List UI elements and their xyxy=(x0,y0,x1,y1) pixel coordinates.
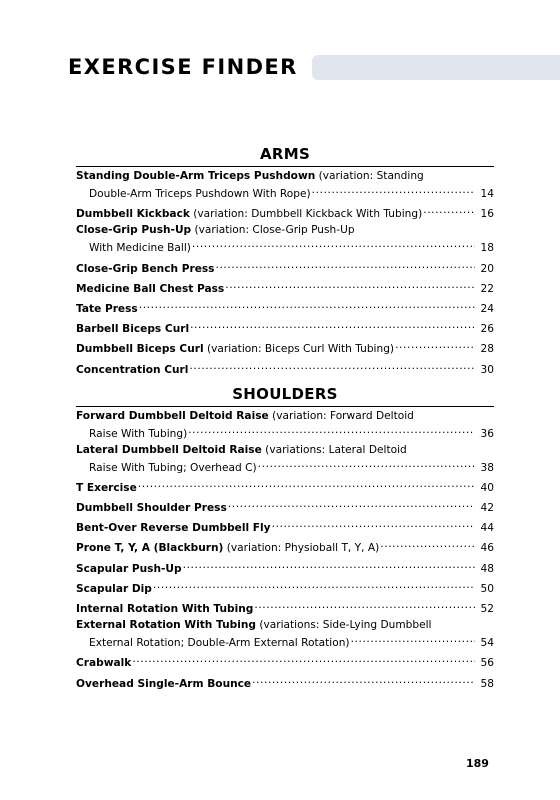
toc-entry[interactable] xyxy=(76,652,494,670)
entry-label xyxy=(76,618,432,632)
exercise-name: Crabwalk xyxy=(76,657,132,670)
entry-label xyxy=(76,342,394,356)
page-ref: 58 xyxy=(480,677,494,690)
exercise-name: Close-Grip Push-Up xyxy=(76,224,192,237)
exercise-variation: (variation: Biceps Curl With Tubing) xyxy=(203,343,395,356)
toc-entry[interactable] xyxy=(76,537,494,555)
toc-entry[interactable] xyxy=(76,477,494,495)
dot-leader xyxy=(351,632,475,646)
toc-entry[interactable] xyxy=(76,618,494,650)
toc-entry[interactable] xyxy=(76,169,494,201)
toc-entry-line xyxy=(76,443,494,457)
toc-entry-line xyxy=(76,618,494,632)
dot-leader xyxy=(183,558,475,572)
exercise-name: Scapular Dip xyxy=(76,582,152,595)
exercise-name: Close-Grip Bench Press xyxy=(76,262,215,275)
section-title: ARMS xyxy=(259,145,311,163)
toc-entry-line xyxy=(76,338,494,356)
toc-entry[interactable] xyxy=(76,318,494,336)
toc-entry-line xyxy=(76,203,494,221)
toc-entry-line xyxy=(76,598,494,616)
page-ref: 20 xyxy=(480,262,494,275)
toc-entry-continuation xyxy=(76,457,494,475)
page-ref: 36 xyxy=(480,427,494,440)
toc-entry[interactable] xyxy=(76,497,494,515)
toc-entry-line xyxy=(76,169,494,183)
page-title: EXERCISE FINDER xyxy=(68,55,304,80)
toc-entry-line xyxy=(76,537,494,555)
toc-entry-line xyxy=(76,578,494,596)
header-band xyxy=(312,55,560,80)
toc-entry-continuation xyxy=(76,237,494,255)
toc-entry-continuation xyxy=(76,632,494,650)
dot-leader xyxy=(138,477,475,491)
entry-label xyxy=(76,207,422,221)
table-of-contents xyxy=(76,145,494,693)
dot-leader xyxy=(153,578,475,592)
entry-label xyxy=(76,262,215,276)
entry-label xyxy=(76,677,251,691)
entry-label xyxy=(76,582,152,596)
toc-entry-continuation xyxy=(76,183,494,201)
toc-entry-line xyxy=(76,517,494,535)
page-ref: 16 xyxy=(480,208,494,221)
entry-label xyxy=(76,562,182,576)
page-ref: 38 xyxy=(480,461,494,474)
exercise-name: Standing Double-Arm Triceps Pushdown xyxy=(76,170,316,182)
exercise-variation: (variation: Close-Grip Push-Up xyxy=(191,224,355,237)
exercise-name: Bent-Over Reverse Dumbbell Fly xyxy=(76,522,271,535)
toc-entry-line xyxy=(76,652,494,670)
dot-leader xyxy=(380,537,475,551)
exercise-name: Medicine Ball Chest Pass xyxy=(76,282,225,295)
dot-leader xyxy=(189,359,475,373)
section-arms xyxy=(76,145,494,377)
page-ref: 30 xyxy=(480,363,494,376)
entry-label xyxy=(76,541,379,555)
toc-entry[interactable] xyxy=(76,517,494,535)
dot-leader xyxy=(258,457,475,471)
exercise-variation: (variations: Side-Lying Dumbbell xyxy=(255,619,432,632)
section-shoulders xyxy=(76,385,494,691)
toc-entry[interactable] xyxy=(76,558,494,576)
dot-leader xyxy=(139,298,475,312)
entry-label xyxy=(76,409,414,423)
dot-leader xyxy=(188,423,475,437)
exercise-variation: Raise With Tubing; Overhead C) xyxy=(89,461,257,474)
exercise-name: Dumbbell Biceps Curl xyxy=(76,343,204,356)
exercise-name: Internal Rotation With Tubing xyxy=(76,603,254,615)
exercise-name: Lateral Dumbbell Deltoid Raise xyxy=(76,443,262,456)
page-ref: 24 xyxy=(480,302,494,315)
toc-entry[interactable] xyxy=(76,298,494,316)
exercise-variation: (variation: Standing xyxy=(315,170,424,182)
exercise-name: Concentration Curl xyxy=(76,363,189,376)
page-ref: 56 xyxy=(480,657,494,670)
exercise-name: Barbell Biceps Curl xyxy=(76,323,190,336)
page-ref: 22 xyxy=(480,282,494,295)
entry-label xyxy=(76,443,407,457)
exercise-name: Dumbbell Kickback xyxy=(76,208,190,221)
dot-leader xyxy=(395,338,475,352)
entry-list xyxy=(76,409,494,691)
toc-entry-line xyxy=(76,477,494,495)
page-ref: 40 xyxy=(480,481,494,494)
entry-label xyxy=(76,363,188,377)
page-ref: 54 xyxy=(480,637,494,650)
toc-entry[interactable] xyxy=(76,203,494,221)
exercise-name: Forward Dumbbell Deltoid Raise xyxy=(76,409,269,422)
entry-label xyxy=(76,302,138,316)
entry-label xyxy=(76,521,271,535)
dot-leader xyxy=(225,278,475,292)
exercise-name: T Exercise xyxy=(76,481,137,494)
page-ref: 18 xyxy=(480,242,494,255)
dot-leader xyxy=(132,652,475,666)
exercise-name: Prone T, Y, A (Blackburn) xyxy=(76,542,224,555)
exercise-variation: (variations: Lateral Deltoid xyxy=(261,443,407,456)
exercise-name: Tate Press xyxy=(76,302,138,315)
page-number: 189 xyxy=(466,757,489,770)
dot-leader xyxy=(216,258,476,272)
page-ref: 26 xyxy=(480,323,494,336)
entry-label xyxy=(76,322,189,336)
toc-entry[interactable] xyxy=(76,578,494,596)
exercise-variation: (variation: Forward Deltoid xyxy=(268,409,414,422)
toc-entry-line xyxy=(76,278,494,296)
toc-entry[interactable] xyxy=(76,338,494,356)
entry-label xyxy=(76,656,131,670)
toc-entry[interactable] xyxy=(76,223,494,255)
entry-label xyxy=(76,602,253,616)
page-ref: 52 xyxy=(480,603,494,615)
header-bar xyxy=(0,55,560,80)
section-divider xyxy=(76,406,494,407)
dot-leader xyxy=(272,517,475,531)
toc-entry[interactable] xyxy=(76,278,494,296)
toc-entry-line xyxy=(76,359,494,377)
exercise-variation: (variation: Physioball T, Y, A) xyxy=(223,542,380,555)
dot-leader xyxy=(252,673,475,687)
entry-label xyxy=(76,481,137,495)
toc-entry-line xyxy=(76,223,494,237)
dot-leader xyxy=(190,318,475,332)
toc-entry-continuation xyxy=(76,423,494,441)
toc-entry[interactable] xyxy=(76,443,494,475)
exercise-variation: External Rotation; Double-Arm External Rotation) xyxy=(89,637,350,650)
page-ref: 48 xyxy=(480,562,494,575)
exercise-variation: Double-Arm Triceps Pushdown With Rope) xyxy=(89,188,311,200)
toc-entry[interactable] xyxy=(76,673,494,691)
exercise-variation: (variation: Dumbbell Kickback With Tubing) xyxy=(189,208,423,221)
section-title: SHOULDERS xyxy=(232,384,338,403)
toc-entry-line xyxy=(76,258,494,276)
dot-leader xyxy=(192,237,475,251)
toc-entry-line xyxy=(76,558,494,576)
toc-entry-line xyxy=(76,497,494,515)
entry-list xyxy=(76,169,494,377)
exercise-variation: With Medicine Ball) xyxy=(89,242,191,255)
exercise-name: Overhead Single-Arm Bounce xyxy=(76,677,252,690)
page-ref: 50 xyxy=(480,582,494,595)
toc-entry[interactable] xyxy=(76,258,494,276)
dot-leader xyxy=(312,183,475,197)
toc-entry-line xyxy=(76,318,494,336)
toc-entry-line xyxy=(76,673,494,691)
page-ref: 44 xyxy=(480,522,494,535)
dot-leader xyxy=(228,497,475,511)
exercise-name: External Rotation With Tubing xyxy=(76,619,256,632)
section-divider xyxy=(76,166,494,167)
toc-entry[interactable] xyxy=(76,598,494,616)
entry-label xyxy=(76,169,424,183)
exercise-variation: Raise With Tubing) xyxy=(89,427,188,440)
entry-label xyxy=(76,501,227,515)
page-ref: 14 xyxy=(480,188,494,200)
toc-entry[interactable] xyxy=(76,359,494,377)
toc-entry[interactable] xyxy=(76,409,494,441)
entry-label xyxy=(76,223,355,237)
exercise-name: Dumbbell Shoulder Press xyxy=(76,502,227,515)
page-ref: 28 xyxy=(480,343,494,356)
toc-entry-line xyxy=(76,298,494,316)
page-ref: 42 xyxy=(480,502,494,515)
entry-label xyxy=(76,282,224,296)
page-ref: 46 xyxy=(480,542,494,555)
dot-leader xyxy=(423,203,475,217)
exercise-name: Scapular Push-Up xyxy=(76,562,182,575)
toc-entry-line xyxy=(76,409,494,423)
dot-leader xyxy=(254,598,475,612)
